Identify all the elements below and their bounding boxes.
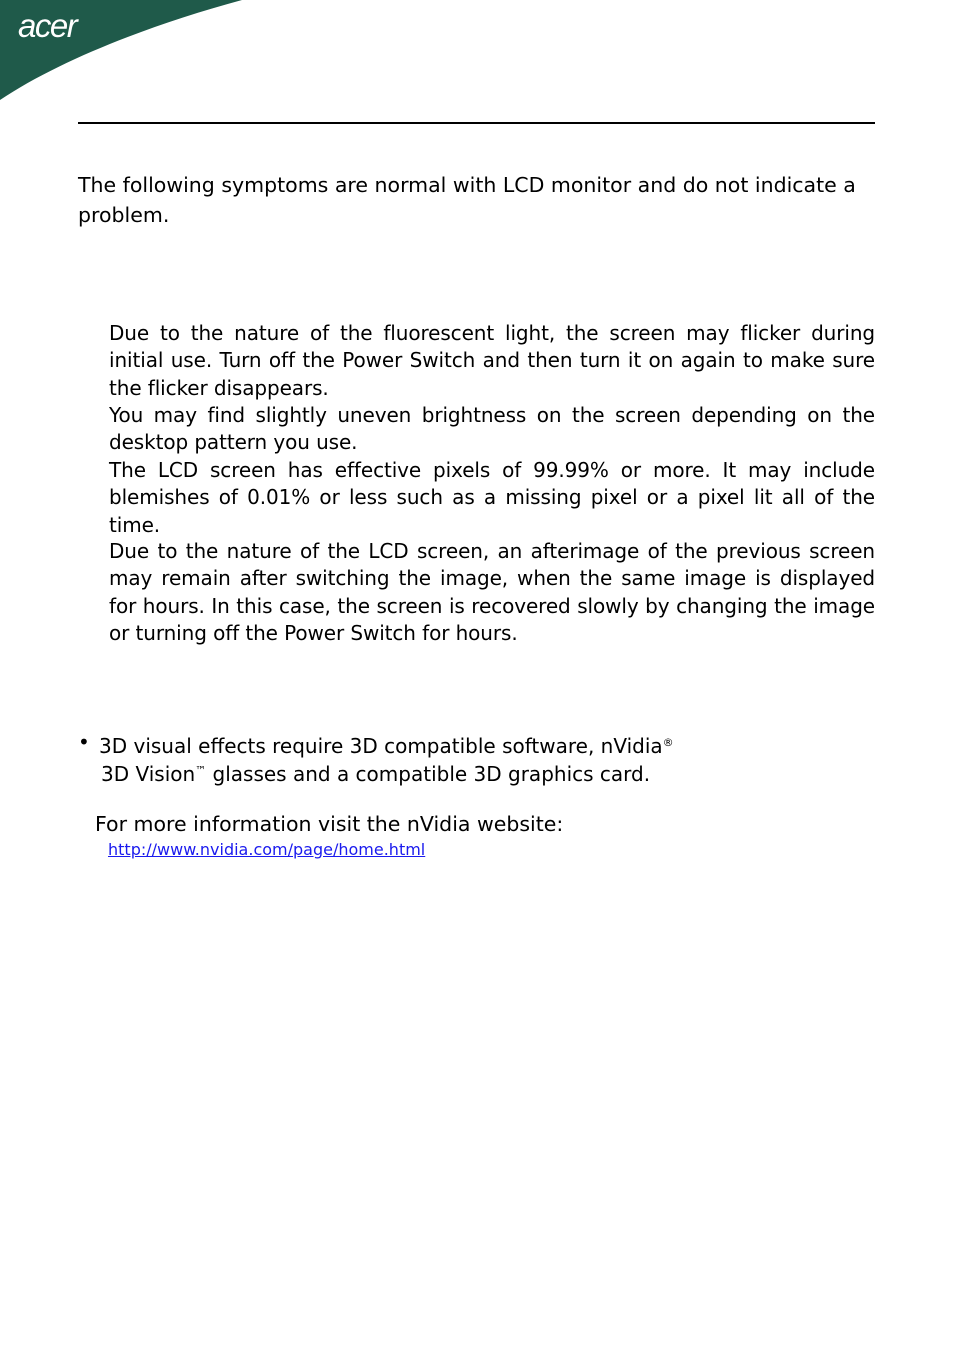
more-info-text: For more information visit the nVidia website:: [95, 812, 564, 836]
bullet-icon: •: [78, 730, 90, 754]
3d-vision-text: 3D Vision: [101, 762, 196, 786]
symptom-afterimage: Due to the nature of the LCD screen, an afterimage of the previous screen may remain after switching the image, when the same image is displayed for hours. In this case, the screen is recovered slowly by changing the image or turning off the Power Switch for hours.: [109, 539, 875, 645]
3d-glasses-text: glasses and a compatible 3D graphics card.: [206, 762, 651, 786]
nvidia-website-link[interactable]: http://www.nvidia.com/page/home.html: [108, 840, 426, 859]
header-divider: [78, 122, 875, 124]
3d-requirement-line-2: [101, 757, 650, 788]
intro-paragraph: The following symptoms are normal with LCD monitor and do not indicate a problem.: [78, 173, 856, 227]
trademark-mark: ™: [195, 764, 207, 777]
registered-mark: ®: [662, 736, 674, 749]
symptom-uneven-brightness: You may find slightly uneven brightness on the screen depending on the desktop pattern you use.: [109, 403, 875, 455]
acer-logo: acer: [18, 7, 77, 44]
symptom-flicker: Due to the nature of the fluorescent light, the screen may flicker during initial use. Turn off the Power Switch and then turn it on again to make sure the flicker disappears.: [109, 321, 875, 400]
3d-requirement-text: 3D visual effects require 3D compatible software, nVidia: [99, 734, 663, 758]
3d-requirement-line-1: [99, 729, 674, 760]
symptom-pixel-blemishes: The LCD screen has effective pixels of 99.99% or more. It may include blemishes of 0.01% or less such as a missing pixel or a pixel lit all of the time.: [109, 458, 875, 537]
